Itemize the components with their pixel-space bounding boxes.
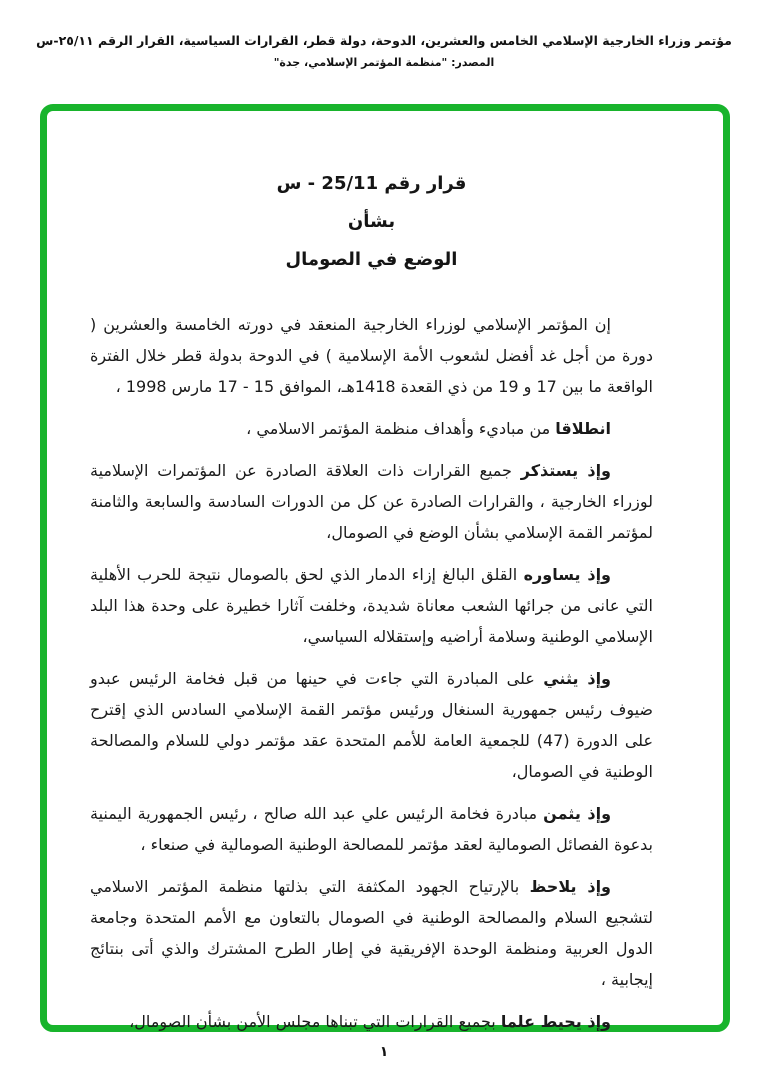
- resolution-number-line: قرار رقم 25/11 - س: [276, 173, 467, 194]
- resolution-paragraph: [90, 798, 653, 860]
- paragraph-text: بالإرتياح الجهود المكثفة التي بذلتها منظمة المؤتمر الاسلامي لتشجيع السلام والمصالحة الوطنية في الصومال بالتعاون مع الأمم المتحدة وجامعة الدول العربية ومنظمة الوحدة الإفريقية في إطار الطرح المشترك والذي أتى بنتائج إيجابية ،: [90, 877, 653, 989]
- paragraph-lead: وإذ يثني: [543, 669, 612, 688]
- paragraph-lead: وإذ يحيط علما: [500, 1012, 611, 1031]
- header-conference-line: مؤتمر وزراء الخارجية الإسلامي الخامس والعشرين، الدوحة، دولة قطر، القرارات السياسية، القرار الرقم ٢٥/١١-س: [36, 33, 732, 48]
- resolution-subject-line: الوضع في الصومال: [285, 249, 458, 270]
- paragraph-lead: وإذ يلاحظ: [529, 877, 612, 896]
- resolution-paragraph: [90, 1006, 653, 1037]
- paragraph-text: بجميع القرارات التي تبناها مجلس الأمن بشأن الصومال،: [129, 1012, 501, 1031]
- paragraph-lead: انطلاقا: [555, 419, 611, 438]
- resolution-paragraph: [90, 413, 653, 444]
- resolution-paragraph: [90, 559, 653, 652]
- resolution-paragraph: [90, 663, 653, 787]
- paragraph-text: إن المؤتمر الإسلامي لوزراء الخارجية المنعقد في دورته الخامسة والعشرين ( دورة من أجل غد أفضل لشعوب الأمة الإسلامية ) في الدوحة بدولة قطر خلال الفترة الواقعة ما بين 17 و 19 من ذي القعدة 1418هـ، الموافق 15 - 17 مارس 1998 ،: [90, 315, 653, 396]
- green-border-frame: [40, 104, 730, 1032]
- paragraph-text: مبادرة فخامة الرئيس علي عبد الله صالح ، رئيس الجمهورية اليمنية بدعوة الفصائل الصومالية لعقد مؤتمر للمصالحة الوطنية الصومالية في صنعاء ،: [90, 804, 653, 854]
- paragraph-lead: وإذ يثمن: [543, 804, 612, 823]
- resolution-paragraph: [90, 309, 653, 402]
- resolution-body: [90, 309, 653, 1037]
- resolution-regarding-line: بشأن: [347, 211, 396, 232]
- resolution-title-block: [90, 165, 653, 279]
- paragraph-lead: وإذ يستذكر: [520, 461, 612, 480]
- paragraph-text: من مباديء وأهداف منظمة المؤتمر الاسلامي ،: [246, 419, 556, 438]
- resolution-paragraph: [90, 455, 653, 548]
- document-header: [0, 33, 768, 69]
- paragraph-lead: وإذ يساوره: [523, 565, 611, 584]
- paragraph-text: على المبادرة التي جاءت في حينها من قبل فخامة الرئيس عبدو ضيوف رئيس جمهورية السنغال ورئيس مؤتمر القمة الإسلامي السادس الذي إقترح على الدورة (47) للجمعية العامة للأمم المتحدة عقد مؤتمر دولي للسلام والمصالحة الوطنية في الصومال،: [90, 669, 653, 781]
- resolution-paragraph: [90, 871, 653, 995]
- page-number: ١: [379, 1044, 389, 1060]
- header-source-line: المصدر: "منظمة المؤتمر الإسلامي، جدة": [273, 56, 495, 69]
- paragraph-text: جميع القرارات ذات العلاقة الصادرة عن المؤتمرات الإسلامية لوزراء الخارجية ، والقرارات الصادرة عن كل من الدورات السادسة والسابعة والثامنة لمؤتمر القمة الإسلامي بشأن الوضع في الصومال،: [90, 461, 653, 542]
- paragraph-text: القلق البالغ إزاء الدمار الذي لحق بالصومال نتيجة للحرب الأهلية التي عانى من جرائها الشعب معاناة شديدة، وخلفت آثارا خطيرة على وحدة هذا البلد الإسلامي الوطنية وسلامة أراضيه وإستقلاله السياسي،: [90, 565, 653, 646]
